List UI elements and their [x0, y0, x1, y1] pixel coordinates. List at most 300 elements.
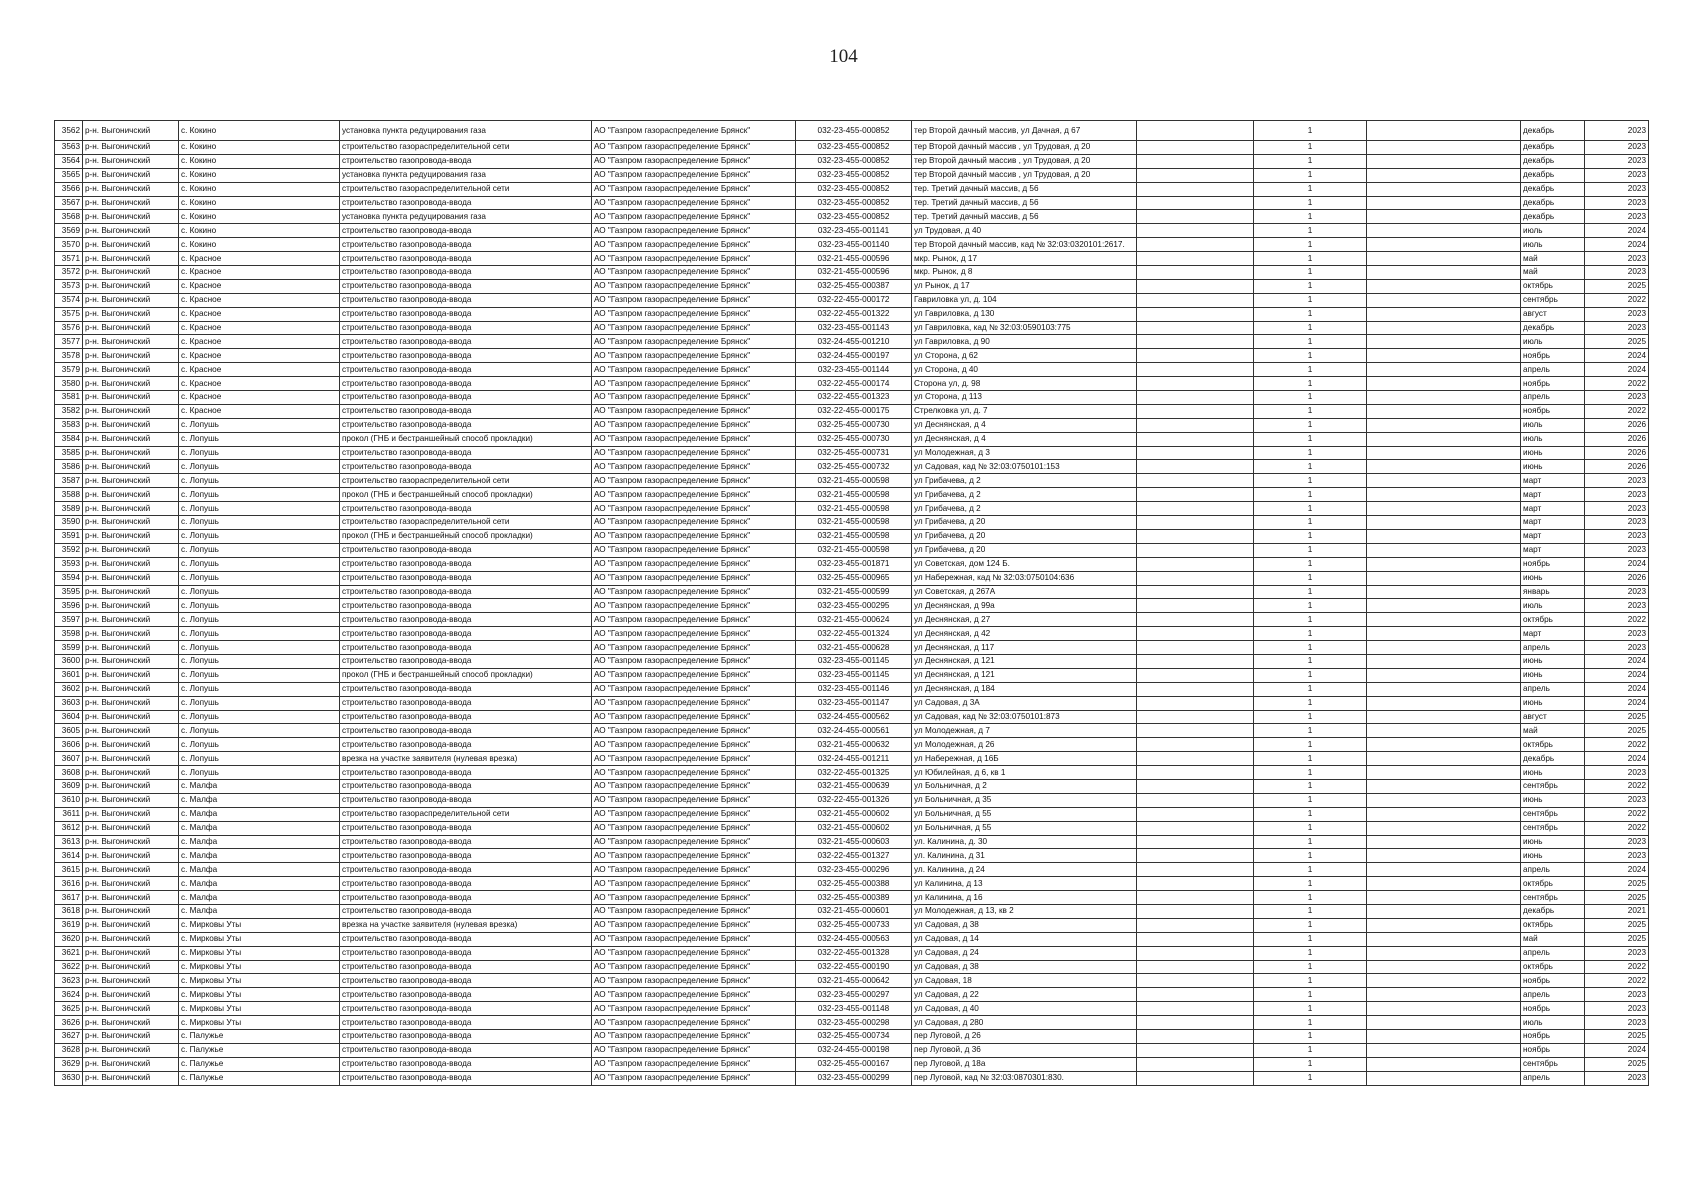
row-number-cell: 3571	[55, 252, 83, 266]
year-cell: 2024	[1585, 654, 1649, 668]
month-cell: июль	[1521, 418, 1585, 432]
month-cell: март	[1521, 474, 1585, 488]
empty-cell-cell	[1367, 668, 1521, 682]
month-cell: июнь	[1521, 668, 1585, 682]
district-cell: р-н. Выгоничский	[83, 779, 179, 793]
row-number-cell: 3568	[55, 210, 83, 224]
application-code-cell: 032-23-455-001143	[796, 321, 912, 335]
organization-cell: АО "Газпром газораспределение Брянск"	[592, 585, 796, 599]
work-type-cell: строительство газопровода-ввода	[340, 904, 592, 918]
settlement-cell: с. Красное	[179, 404, 340, 418]
quantity-cell: 1	[1254, 766, 1367, 780]
month-cell: октябрь	[1521, 738, 1585, 752]
table-row	[55, 1043, 1649, 1057]
work-type-cell: установка пункта редуцирования газа	[340, 168, 592, 182]
quantity-cell: 1	[1254, 224, 1367, 238]
district-cell: р-н. Выгоничский	[83, 418, 179, 432]
table-row	[55, 821, 1649, 835]
application-code-cell: 032-25-455-000387	[796, 279, 912, 293]
year-cell: 2023	[1585, 835, 1649, 849]
row-number-cell: 3595	[55, 585, 83, 599]
work-type-cell: строительство газопровода-ввода	[340, 724, 592, 738]
quantity-cell: 1	[1254, 121, 1367, 141]
work-type-cell: строительство газопровода-ввода	[340, 696, 592, 710]
year-cell: 2023	[1585, 849, 1649, 863]
year-cell: 2023	[1585, 502, 1649, 516]
month-cell: декабрь	[1521, 141, 1585, 155]
empty-cell-cell	[1137, 599, 1254, 613]
row-number-cell: 3589	[55, 502, 83, 516]
row-number-cell: 3611	[55, 807, 83, 821]
month-cell: апрель	[1521, 863, 1585, 877]
table-row	[55, 904, 1649, 918]
table-row	[55, 891, 1649, 905]
table-row	[55, 404, 1649, 418]
organization-cell: АО "Газпром газораспределение Брянск"	[592, 182, 796, 196]
empty-cell-cell	[1367, 766, 1521, 780]
organization-cell: АО "Газпром газораспределение Брянск"	[592, 557, 796, 571]
settlement-cell: с. Лопушь	[179, 488, 340, 502]
table-row	[55, 1002, 1649, 1016]
empty-cell-cell	[1137, 752, 1254, 766]
quantity-cell: 1	[1254, 641, 1367, 655]
application-code-cell: 032-25-455-000167	[796, 1057, 912, 1071]
district-cell: р-н. Выгоничский	[83, 502, 179, 516]
quantity-cell: 1	[1254, 446, 1367, 460]
application-code-cell: 032-22-455-001324	[796, 627, 912, 641]
table-row	[55, 849, 1649, 863]
district-cell: р-н. Выгоничский	[83, 543, 179, 557]
work-type-cell: строительство газопровода-ввода	[340, 585, 592, 599]
row-number-cell: 3590	[55, 516, 83, 530]
empty-cell-cell	[1367, 121, 1521, 141]
year-cell: 2024	[1585, 1043, 1649, 1057]
organization-cell: АО "Газпром газораспределение Брянск"	[592, 641, 796, 655]
address-cell: ул Больничная, д 55	[912, 821, 1137, 835]
application-code-cell: 032-21-455-000598	[796, 502, 912, 516]
quantity-cell: 1	[1254, 488, 1367, 502]
quantity-cell: 1	[1254, 529, 1367, 543]
year-cell: 2023	[1585, 599, 1649, 613]
year-cell: 2023	[1585, 252, 1649, 266]
settlement-cell: с. Мирковы Уты	[179, 932, 340, 946]
table-row	[55, 238, 1649, 252]
organization-cell: АО "Газпром газораспределение Брянск"	[592, 752, 796, 766]
work-type-cell: строительство газопровода-ввода	[340, 502, 592, 516]
address-cell: ул Садовая, д 40	[912, 1002, 1137, 1016]
application-code-cell: 032-23-455-000295	[796, 599, 912, 613]
address-cell: ул Садовая, д 3А	[912, 696, 1137, 710]
empty-cell-cell	[1137, 1057, 1254, 1071]
quantity-cell: 1	[1254, 571, 1367, 585]
empty-cell-cell	[1137, 946, 1254, 960]
month-cell: сентябрь	[1521, 1057, 1585, 1071]
organization-cell: АО "Газпром газораспределение Брянск"	[592, 974, 796, 988]
district-cell: р-н. Выгоничский	[83, 154, 179, 168]
gas-connection-registry-table	[54, 120, 1649, 1086]
table-row	[55, 960, 1649, 974]
application-code-cell: 032-22-455-001328	[796, 946, 912, 960]
table-row	[55, 391, 1649, 405]
year-cell: 2023	[1585, 321, 1649, 335]
empty-cell-cell	[1137, 1002, 1254, 1016]
row-number-cell: 3566	[55, 182, 83, 196]
address-cell: ул Грибачева, д 2	[912, 488, 1137, 502]
address-cell: ул Гавриловка, д 130	[912, 307, 1137, 321]
district-cell: р-н. Выгоничский	[83, 863, 179, 877]
empty-cell-cell	[1137, 571, 1254, 585]
empty-cell-cell	[1367, 238, 1521, 252]
month-cell: ноябрь	[1521, 377, 1585, 391]
work-type-cell: строительство газопровода-ввода	[340, 946, 592, 960]
address-cell: ул Деснянская, д 184	[912, 682, 1137, 696]
work-type-cell: строительство газопровода-ввода	[340, 391, 592, 405]
quantity-cell: 1	[1254, 432, 1367, 446]
month-cell: май	[1521, 252, 1585, 266]
organization-cell: АО "Газпром газораспределение Брянск"	[592, 988, 796, 1002]
empty-cell-cell	[1137, 779, 1254, 793]
empty-cell-cell	[1137, 849, 1254, 863]
application-code-cell: 032-25-455-000730	[796, 432, 912, 446]
organization-cell: АО "Газпром газораспределение Брянск"	[592, 918, 796, 932]
settlement-cell: с. Малфа	[179, 807, 340, 821]
row-number-cell: 3625	[55, 1002, 83, 1016]
organization-cell: АО "Газпром газораспределение Брянск"	[592, 121, 796, 141]
address-cell: ул Юбилейная, д 6, кв 1	[912, 766, 1137, 780]
empty-cell-cell	[1137, 154, 1254, 168]
year-cell: 2025	[1585, 279, 1649, 293]
organization-cell: АО "Газпром газораспределение Брянск"	[592, 460, 796, 474]
quantity-cell: 1	[1254, 557, 1367, 571]
address-cell: тер Второй дачный массив , ул Трудовая, д 20	[912, 154, 1137, 168]
work-type-cell: прокол (ГНБ и бестраншейный способ прокладки)	[340, 488, 592, 502]
settlement-cell: с. Лопушь	[179, 766, 340, 780]
district-cell: р-н. Выгоничский	[83, 377, 179, 391]
year-cell: 2023	[1585, 988, 1649, 1002]
district-cell: р-н. Выгоничский	[83, 918, 179, 932]
settlement-cell: с. Красное	[179, 377, 340, 391]
table-row	[55, 766, 1649, 780]
address-cell: ул Деснянская, д 99а	[912, 599, 1137, 613]
organization-cell: АО "Газпром газораспределение Брянск"	[592, 821, 796, 835]
month-cell: октябрь	[1521, 613, 1585, 627]
organization-cell: АО "Газпром газораспределение Брянск"	[592, 543, 796, 557]
quantity-cell: 1	[1254, 404, 1367, 418]
empty-cell-cell	[1137, 516, 1254, 530]
empty-cell-cell	[1137, 641, 1254, 655]
quantity-cell: 1	[1254, 821, 1367, 835]
empty-cell-cell	[1137, 863, 1254, 877]
row-number-cell: 3613	[55, 835, 83, 849]
month-cell: ноябрь	[1521, 349, 1585, 363]
settlement-cell: с. Малфа	[179, 891, 340, 905]
month-cell: апрель	[1521, 363, 1585, 377]
settlement-cell: с. Малфа	[179, 835, 340, 849]
work-type-cell: строительство газопровода-ввода	[340, 779, 592, 793]
row-number-cell: 3585	[55, 446, 83, 460]
address-cell: ул Гавриловка, кад № 32:03:0590103:775	[912, 321, 1137, 335]
table-row	[55, 613, 1649, 627]
organization-cell: АО "Газпром газораспределение Брянск"	[592, 654, 796, 668]
address-cell: ул Сторона, д 113	[912, 391, 1137, 405]
organization-cell: АО "Газпром газораспределение Брянск"	[592, 710, 796, 724]
empty-cell-cell	[1137, 363, 1254, 377]
month-cell: июнь	[1521, 696, 1585, 710]
address-cell: ул Молодежная, д 7	[912, 724, 1137, 738]
application-code-cell: 032-25-455-000731	[796, 446, 912, 460]
settlement-cell: с. Красное	[179, 335, 340, 349]
quantity-cell: 1	[1254, 502, 1367, 516]
table-row	[55, 696, 1649, 710]
empty-cell-cell	[1367, 641, 1521, 655]
empty-cell-cell	[1137, 557, 1254, 571]
empty-cell-cell	[1367, 793, 1521, 807]
quantity-cell: 1	[1254, 974, 1367, 988]
quantity-cell: 1	[1254, 196, 1367, 210]
address-cell: ул Садовая, кад № 32:03:0750101:153	[912, 460, 1137, 474]
quantity-cell: 1	[1254, 363, 1367, 377]
district-cell: р-н. Выгоничский	[83, 446, 179, 460]
organization-cell: АО "Газпром газораспределение Брянск"	[592, 307, 796, 321]
quantity-cell: 1	[1254, 516, 1367, 530]
work-type-cell: строительство газопровода-ввода	[340, 932, 592, 946]
address-cell: пер Луговой, д 26	[912, 1030, 1137, 1044]
district-cell: р-н. Выгоничский	[83, 974, 179, 988]
row-number-cell: 3593	[55, 557, 83, 571]
empty-cell-cell	[1367, 363, 1521, 377]
month-cell: сентябрь	[1521, 821, 1585, 835]
settlement-cell: с. Лопушь	[179, 654, 340, 668]
row-number-cell: 3604	[55, 710, 83, 724]
year-cell: 2023	[1585, 141, 1649, 155]
year-cell: 2024	[1585, 224, 1649, 238]
empty-cell-cell	[1367, 141, 1521, 155]
settlement-cell: с. Малфа	[179, 877, 340, 891]
year-cell: 2022	[1585, 974, 1649, 988]
district-cell: р-н. Выгоничский	[83, 835, 179, 849]
quantity-cell: 1	[1254, 738, 1367, 752]
work-type-cell: строительство газопровода-ввода	[340, 196, 592, 210]
year-cell: 2025	[1585, 932, 1649, 946]
row-number-cell: 3564	[55, 154, 83, 168]
empty-cell-cell	[1367, 1030, 1521, 1044]
year-cell: 2022	[1585, 960, 1649, 974]
settlement-cell: с. Кокино	[179, 210, 340, 224]
empty-cell-cell	[1137, 293, 1254, 307]
year-cell: 2023	[1585, 793, 1649, 807]
organization-cell: АО "Газпром газораспределение Брянск"	[592, 224, 796, 238]
application-code-cell: 032-25-455-000389	[796, 891, 912, 905]
quantity-cell: 1	[1254, 668, 1367, 682]
work-type-cell: строительство газопровода-ввода	[340, 1043, 592, 1057]
work-type-cell: строительство газопровода-ввода	[340, 224, 592, 238]
settlement-cell: с. Мирковы Уты	[179, 988, 340, 1002]
month-cell: июль	[1521, 432, 1585, 446]
empty-cell-cell	[1367, 946, 1521, 960]
row-number-cell: 3599	[55, 641, 83, 655]
work-type-cell: строительство газопровода-ввода	[340, 877, 592, 891]
row-number-cell: 3605	[55, 724, 83, 738]
month-cell: ноябрь	[1521, 1030, 1585, 1044]
year-cell: 2024	[1585, 668, 1649, 682]
table-row	[55, 974, 1649, 988]
organization-cell: АО "Газпром газораспределение Брянск"	[592, 793, 796, 807]
month-cell: июнь	[1521, 793, 1585, 807]
empty-cell-cell	[1367, 377, 1521, 391]
address-cell: ул Советская, д 267А	[912, 585, 1137, 599]
empty-cell-cell	[1137, 432, 1254, 446]
quantity-cell: 1	[1254, 585, 1367, 599]
table-row	[55, 557, 1649, 571]
empty-cell-cell	[1367, 529, 1521, 543]
empty-cell-cell	[1137, 460, 1254, 474]
year-cell: 2024	[1585, 363, 1649, 377]
empty-cell-cell	[1137, 904, 1254, 918]
empty-cell-cell	[1367, 252, 1521, 266]
address-cell: ул Садовая, д 24	[912, 946, 1137, 960]
organization-cell: АО "Газпром газораспределение Брянск"	[592, 571, 796, 585]
empty-cell-cell	[1367, 488, 1521, 502]
work-type-cell: строительство газопровода-ввода	[340, 377, 592, 391]
settlement-cell: с. Лопушь	[179, 557, 340, 571]
table-row	[55, 502, 1649, 516]
table-row	[55, 863, 1649, 877]
quantity-cell: 1	[1254, 307, 1367, 321]
work-type-cell: строительство газопровода-ввода	[340, 446, 592, 460]
district-cell: р-н. Выгоничский	[83, 613, 179, 627]
empty-cell-cell	[1367, 988, 1521, 1002]
empty-cell-cell	[1367, 571, 1521, 585]
quantity-cell: 1	[1254, 460, 1367, 474]
year-cell: 2023	[1585, 529, 1649, 543]
address-cell: ул Садовая, д 22	[912, 988, 1137, 1002]
month-cell: май	[1521, 724, 1585, 738]
district-cell: р-н. Выгоничский	[83, 682, 179, 696]
month-cell: ноябрь	[1521, 404, 1585, 418]
work-type-cell: строительство газопровода-ввода	[340, 654, 592, 668]
work-type-cell: строительство газораспределительной сети	[340, 182, 592, 196]
table-row	[55, 571, 1649, 585]
year-cell: 2022	[1585, 779, 1649, 793]
month-cell: апрель	[1521, 641, 1585, 655]
application-code-cell: 032-23-455-001140	[796, 238, 912, 252]
organization-cell: АО "Газпром газораспределение Брянск"	[592, 446, 796, 460]
table-row	[55, 988, 1649, 1002]
year-cell: 2024	[1585, 349, 1649, 363]
row-number-cell: 3570	[55, 238, 83, 252]
empty-cell-cell	[1137, 238, 1254, 252]
quantity-cell: 1	[1254, 1030, 1367, 1044]
empty-cell-cell	[1137, 321, 1254, 335]
district-cell: р-н. Выгоничский	[83, 766, 179, 780]
empty-cell-cell	[1137, 1016, 1254, 1030]
table-row	[55, 738, 1649, 752]
work-type-cell: прокол (ГНБ и бестраншейный способ прокладки)	[340, 529, 592, 543]
work-type-cell: строительство газопровода-ввода	[340, 335, 592, 349]
district-cell: р-н. Выгоничский	[83, 488, 179, 502]
month-cell: ноябрь	[1521, 974, 1585, 988]
settlement-cell: с. Красное	[179, 321, 340, 335]
district-cell: р-н. Выгоничский	[83, 1057, 179, 1071]
year-cell: 2022	[1585, 404, 1649, 418]
organization-cell: АО "Газпром газораспределение Брянск"	[592, 141, 796, 155]
application-code-cell: 032-21-455-000603	[796, 835, 912, 849]
quantity-cell: 1	[1254, 863, 1367, 877]
empty-cell-cell	[1367, 696, 1521, 710]
address-cell: ул Садовая, д 38	[912, 960, 1137, 974]
year-cell: 2023	[1585, 121, 1649, 141]
settlement-cell: с. Лопушь	[179, 585, 340, 599]
work-type-cell: строительство газопровода-ввода	[340, 543, 592, 557]
settlement-cell: с. Малфа	[179, 904, 340, 918]
row-number-cell: 3586	[55, 460, 83, 474]
organization-cell: АО "Газпром газораспределение Брянск"	[592, 1030, 796, 1044]
empty-cell-cell	[1137, 724, 1254, 738]
quantity-cell: 1	[1254, 710, 1367, 724]
quantity-cell: 1	[1254, 335, 1367, 349]
empty-cell-cell	[1137, 891, 1254, 905]
work-type-cell: строительство газопровода-ввода	[340, 154, 592, 168]
quantity-cell: 1	[1254, 724, 1367, 738]
row-number-cell: 3598	[55, 627, 83, 641]
organization-cell: АО "Газпром газораспределение Брянск"	[592, 1016, 796, 1030]
year-cell: 2025	[1585, 877, 1649, 891]
month-cell: октябрь	[1521, 960, 1585, 974]
application-code-cell: 032-21-455-000602	[796, 807, 912, 821]
address-cell: тер. Третий дачный массив, д 56	[912, 182, 1137, 196]
row-number-cell: 3591	[55, 529, 83, 543]
row-number-cell: 3602	[55, 682, 83, 696]
organization-cell: АО "Газпром газораспределение Брянск"	[592, 529, 796, 543]
settlement-cell: с. Малфа	[179, 863, 340, 877]
address-cell: ул Молодежная, д 26	[912, 738, 1137, 752]
empty-cell-cell	[1137, 502, 1254, 516]
row-number-cell: 3615	[55, 863, 83, 877]
table-row	[55, 279, 1649, 293]
application-code-cell: 032-23-455-001871	[796, 557, 912, 571]
month-cell: июль	[1521, 335, 1585, 349]
month-cell: август	[1521, 307, 1585, 321]
work-type-cell: врезка на участке заявителя (нулевая врезка)	[340, 918, 592, 932]
settlement-cell: с. Кокино	[179, 121, 340, 141]
row-number-cell: 3622	[55, 960, 83, 974]
row-number-cell: 3588	[55, 488, 83, 502]
quantity-cell: 1	[1254, 279, 1367, 293]
row-number-cell: 3609	[55, 779, 83, 793]
application-code-cell: 032-22-455-000175	[796, 404, 912, 418]
quantity-cell: 1	[1254, 154, 1367, 168]
year-cell: 2023	[1585, 585, 1649, 599]
month-cell: апрель	[1521, 988, 1585, 1002]
address-cell: ул Деснянская, д 27	[912, 613, 1137, 627]
district-cell: р-н. Выгоничский	[83, 224, 179, 238]
application-code-cell: 032-23-455-001145	[796, 654, 912, 668]
month-cell: июнь	[1521, 446, 1585, 460]
month-cell: июль	[1521, 238, 1585, 252]
empty-cell-cell	[1137, 918, 1254, 932]
empty-cell-cell	[1367, 460, 1521, 474]
table-row	[55, 946, 1649, 960]
organization-cell: АО "Газпром газораспределение Брянск"	[592, 154, 796, 168]
work-type-cell: строительство газопровода-ввода	[340, 738, 592, 752]
empty-cell-cell	[1137, 391, 1254, 405]
settlement-cell: с. Малфа	[179, 793, 340, 807]
quantity-cell: 1	[1254, 613, 1367, 627]
organization-cell: АО "Газпром газораспределение Брянск"	[592, 335, 796, 349]
month-cell: январь	[1521, 585, 1585, 599]
row-number-cell: 3612	[55, 821, 83, 835]
application-code-cell: 032-23-455-000296	[796, 863, 912, 877]
